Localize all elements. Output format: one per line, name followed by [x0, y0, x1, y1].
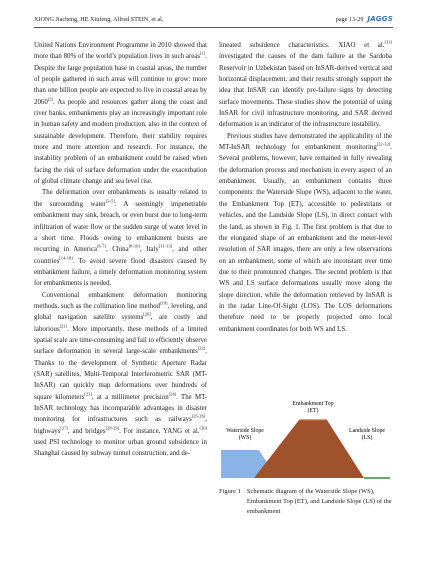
- paragraph: Previous studies have demonstrated the applicability of the MT-InSAR technology for embankment monitoring[32-33]. Several problems, however, have remained in fully revealing the deformation process and mechanism in every aspect of an embankment. Usually, an embankment contains three components: the Waterside Slope (WS), adjacent to the water, the Embankment Top (ET), accessible to pedestrians or vehicles, and the Landside Slope (LS), in direct contact with the land, as shown in Fig. 1. The first problem is that due to the elongated shape of an embankment and the meter-level resolution of SAR images, there are only a few observations on an embankment, some of which are inconstant over time due to their pronounced changes. The second problem is that WS and LS surface deformations usually move along the slope direction, while the deformation retrieved by InSAR is in the radar Line-Of-Sight (LOS). The LOS deformations therefore need to be properly projected onto local embankment coordinates for both WS and LS.: [219, 132, 392, 333]
- label-et-2: (ET): [307, 408, 319, 414]
- header-right: [336, 15, 393, 23]
- right-column: [219, 40, 392, 335]
- journal-logo: JAGGS: [367, 15, 393, 23]
- paragraph: Conventional embankment deformation monitoring methods, such as the collimation line method[19], leveling, and global navigation satellite systems[20], are costly and laborious[21]. More importantly, these methods of a limited spatial scale are time-consuming and fail to efficiently observe surface deformation in several large-scale embankments[22]. Thanks to the development of Synthetic Aperture Radar (SAR) satellites, Multi-Temporal Interferometric SAR (MT-InSAR) can quickly map deformations over hundreds of square kilometers[23], at a millimeter precision[24]. The MT-InSAR technology has incomparable advantages in disaster monitoring for infrastructures such as railways[25-26], highways[27], and bridges[28-29]. For instance, YANG et al.[30] used PSI technology to monitor urban ground subsidence in Shanghai caused by subway tunnel construction, and de-: [34, 291, 208, 458]
- label-ls-1: Landside Slope: [349, 428, 385, 434]
- page-header: [34, 12, 393, 26]
- left-column: [34, 40, 207, 460]
- figure-1: [219, 398, 392, 482]
- header-rule: [34, 27, 393, 28]
- paragraph: United Nations Environment Programme in 2010 showed that more than 80% of the world’s population lives in such areas[1]. Despite the large population base in coastal areas, the number of people gathered in such areas will continue to grow: more than one billion people are expected to live in coastal areas by 2060[2]. As people and resources gather along the coast and river banks, embankments play an increasingly important role in human safety and modern production, also in the context of sustainable development. Therefore, their stability requires more and more attention and research. For instance, the instability problem of an embankment could be raised when facing the risk of surface deformation under the exacerbation of global climate change and sea level rise.: [34, 42, 207, 186]
- figure-caption: [219, 487, 394, 518]
- header-page: page 13-29: [335, 15, 364, 23]
- paragraph: lineated subsidence characteristics. XIAO et al.[31] investigated the causes of the dam failure at the Sardoba Reservoir in Uzbekistan based on InSAR-derived vertical and horizontal displacement, and their results strongly support the idea that InSAR can identify pre-failure signs by detecting surface movements. These studies show the potential of using InSAR for civil infrastructure monitoring, and SAR derived deformation is an indicator of the infrastructure instability.: [219, 39, 392, 129]
- caption-text: Schematic diagram of the Waterside Slope (WS), Embankment Top (ET), and Landside Slope (LS) of the embankment: [246, 488, 392, 516]
- label-et-1: Embankment Top: [292, 401, 334, 407]
- label-ws-1: Waterside Slope: [226, 428, 264, 434]
- label-ws-2: (WS): [238, 435, 252, 441]
- embankment-body: [254, 420, 364, 478]
- label-ls-2: (LS): [361, 435, 373, 441]
- caption-label: Figure 1: [219, 488, 241, 495]
- paragraph: The deformation over embankments is usually related to the surrounding water[3-5]. A seemingly impenetrable embankment may sink, breach, or even burst due to long-term infiltration of water flow or the sudden surge of water level in a short time. Floods owing to embankment bursts are recurring in America[6-7], China[8-10], Italy[11-13], and other countries[14-18]. To avoid severe flood disasters caused by embankment failure, a timely deformation monitoring system for embankments is needed.: [34, 189, 208, 288]
- embankment-diagram: [219, 398, 392, 482]
- header-authors: XIONG Jiacheng, HE Xiufeng, Alfred STEIN, et al.: [34, 15, 164, 23]
